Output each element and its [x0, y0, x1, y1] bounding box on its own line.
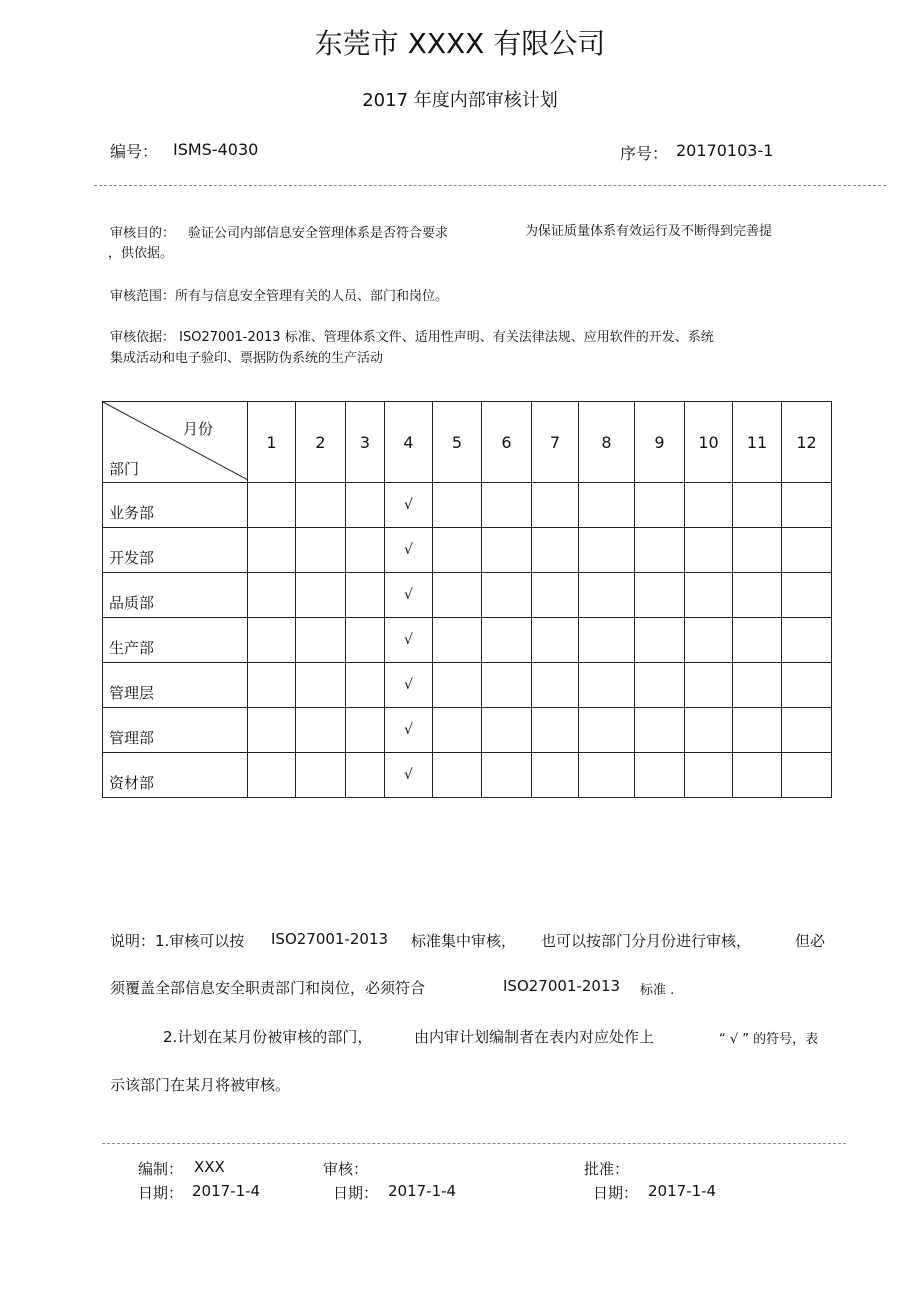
audit-mark-cell — [482, 483, 532, 528]
date-review: 2017-1-4 — [388, 1182, 457, 1200]
audit-mark-cell — [482, 573, 532, 618]
audit-mark-cell — [782, 753, 832, 798]
plan-title: 2017 年度内部审核计划 — [362, 90, 558, 111]
audit-mark-cell — [532, 618, 579, 663]
table-row — [103, 618, 832, 663]
prepared-value: XXX — [194, 1158, 225, 1176]
month-header: 2 — [296, 402, 346, 483]
audit-mark-cell: √ — [385, 618, 433, 663]
audit-mark-cell — [635, 528, 685, 573]
audit-mark-cell — [248, 573, 296, 618]
audit-mark-cell — [532, 483, 579, 528]
audit-mark-cell: √ — [385, 663, 433, 708]
dept-cell: 生产部 — [103, 618, 248, 663]
audit-mark-cell — [346, 528, 385, 573]
audit-mark-cell — [733, 708, 782, 753]
purpose-text-2: 为保证质量体系有效运行及不断得到完善提 — [525, 224, 773, 239]
month-header: 8 — [579, 402, 635, 483]
audit-mark-cell — [635, 483, 685, 528]
basis-line-1: 审核依据： ISO27001-2013 标准、管理体系文件、适用性声明、有关法律法规、应用软件的开发、系统 — [110, 330, 714, 345]
audit-mark-cell — [685, 528, 733, 573]
audit-mark-cell — [433, 483, 482, 528]
audit-mark-cell — [346, 708, 385, 753]
audit-mark-cell — [248, 708, 296, 753]
audit-mark-cell — [296, 528, 346, 573]
dept-header-label: 部门 — [109, 460, 140, 478]
table-row — [103, 753, 832, 798]
audit-mark-cell — [296, 708, 346, 753]
table-row — [103, 708, 832, 753]
audit-mark-cell — [579, 483, 635, 528]
approve-label: 批准： — [584, 1160, 630, 1178]
audit-mark-cell — [635, 573, 685, 618]
table-row — [103, 663, 832, 708]
audit-mark-cell — [532, 753, 579, 798]
audit-mark-cell — [346, 483, 385, 528]
audit-mark-cell — [733, 663, 782, 708]
date-label-approve: 日期： — [593, 1184, 639, 1202]
purpose-label: 审核目的： — [110, 226, 176, 241]
month-header: 5 — [433, 402, 482, 483]
audit-mark-cell — [532, 663, 579, 708]
note-2-b: 由内审计划编制者在表内对应处作上 — [414, 1028, 655, 1046]
audit-mark-cell — [685, 483, 733, 528]
audit-mark-cell — [532, 573, 579, 618]
table-row — [103, 528, 832, 573]
month-header: 6 — [482, 402, 532, 483]
purpose-text-3: ，供依据。 — [108, 246, 174, 261]
audit-mark-cell: √ — [385, 483, 433, 528]
note-1-a: 说明：1.审核可以按 — [110, 932, 245, 950]
date-approve: 2017-1-4 — [648, 1182, 717, 1200]
note-1-h: 标准 . — [640, 983, 675, 998]
dept-cell: 资材部 — [103, 753, 248, 798]
dept-cell: 管理部 — [103, 708, 248, 753]
audit-mark-cell — [248, 483, 296, 528]
purpose-text-1: 验证公司内部信息安全管理体系是否符合要求 — [188, 226, 449, 241]
month-header: 11 — [733, 402, 782, 483]
audit-mark-cell — [782, 483, 832, 528]
audit-schedule-table — [102, 401, 832, 798]
audit-mark-cell — [579, 573, 635, 618]
serial-label: 序号： — [620, 144, 669, 163]
serial-value: 20170103-1 — [676, 141, 774, 160]
schedule-body — [103, 483, 832, 798]
audit-mark-cell — [482, 753, 532, 798]
audit-mark-cell — [733, 483, 782, 528]
audit-mark-cell — [433, 663, 482, 708]
audit-mark-cell — [782, 708, 832, 753]
audit-mark-cell — [635, 663, 685, 708]
note-1-e: 但必 — [795, 932, 826, 950]
audit-mark-cell — [482, 663, 532, 708]
audit-mark-cell: √ — [385, 573, 433, 618]
dept-cell: 开发部 — [103, 528, 248, 573]
audit-mark-cell — [296, 618, 346, 663]
audit-mark-cell — [685, 708, 733, 753]
audit-mark-cell — [635, 753, 685, 798]
audit-mark-cell — [685, 753, 733, 798]
month-header: 3 — [346, 402, 385, 483]
audit-mark-cell — [482, 618, 532, 663]
basis-line-2: 集成活动和电子验印、票据防伪系统的生产活动 — [110, 351, 384, 366]
month-header-label: 月份 — [183, 420, 214, 438]
audit-mark-cell — [685, 573, 733, 618]
audit-mark-cell — [579, 753, 635, 798]
audit-mark-cell — [782, 618, 832, 663]
month-header: 10 — [685, 402, 733, 483]
date-label-review: 日期： — [333, 1184, 379, 1202]
audit-mark-cell — [733, 528, 782, 573]
audit-mark-cell — [433, 618, 482, 663]
corner-cell — [103, 402, 248, 483]
audit-mark-cell — [346, 618, 385, 663]
dept-cell: 业务部 — [103, 483, 248, 528]
audit-mark-cell — [579, 663, 635, 708]
audit-mark-cell — [579, 708, 635, 753]
audit-mark-cell — [635, 708, 685, 753]
audit-mark-cell — [248, 753, 296, 798]
note-2-d: 示该部门在某月将被审核。 — [110, 1076, 291, 1094]
month-header: 9 — [635, 402, 685, 483]
audit-mark-cell — [433, 708, 482, 753]
audit-mark-cell — [346, 663, 385, 708]
audit-mark-cell — [296, 663, 346, 708]
table-header-row — [103, 402, 832, 483]
prepared-label: 编制： — [138, 1160, 184, 1178]
audit-mark-cell: √ — [385, 753, 433, 798]
month-header: 7 — [532, 402, 579, 483]
code-label: 编号： — [110, 142, 159, 161]
audit-mark-cell — [635, 618, 685, 663]
code-value: ISMS-4030 — [173, 140, 259, 159]
audit-mark-cell — [433, 573, 482, 618]
audit-mark-cell — [482, 528, 532, 573]
dept-cell: 品质部 — [103, 573, 248, 618]
month-header: 12 — [782, 402, 832, 483]
audit-mark-cell — [685, 663, 733, 708]
audit-mark-cell — [782, 663, 832, 708]
audit-mark-cell — [532, 528, 579, 573]
audit-mark-cell — [296, 483, 346, 528]
audit-mark-cell — [433, 528, 482, 573]
company-title: 东莞市 XXXX 有限公司 — [314, 27, 606, 60]
dept-cell: 管理层 — [103, 663, 248, 708]
audit-mark-cell — [733, 573, 782, 618]
scope-line: 审核范围：所有与信息安全管理有关的人员、部门和岗位。 — [110, 289, 449, 304]
note-1-c: 标准集中审核， — [411, 932, 517, 950]
month-header: 1 — [248, 402, 296, 483]
audit-mark-cell — [733, 753, 782, 798]
audit-mark-cell — [532, 708, 579, 753]
note-2-a: 2.计划在某月份被审核的部门， — [163, 1028, 373, 1046]
audit-mark-cell — [782, 573, 832, 618]
table-row — [103, 573, 832, 618]
audit-mark-cell — [248, 618, 296, 663]
audit-mark-cell — [579, 528, 635, 573]
header-divider — [94, 185, 886, 186]
audit-mark-cell — [296, 753, 346, 798]
audit-mark-cell — [346, 753, 385, 798]
note-1-b: ISO27001-2013 — [271, 930, 389, 948]
audit-mark-cell — [733, 618, 782, 663]
audit-mark-cell — [579, 618, 635, 663]
month-header: 4 — [385, 402, 433, 483]
audit-mark-cell — [782, 528, 832, 573]
audit-mark-cell — [685, 618, 733, 663]
audit-mark-cell: √ — [385, 528, 433, 573]
note-2-c: “ √ ” 的符号，表 — [719, 1032, 819, 1047]
audit-mark-cell: √ — [385, 708, 433, 753]
audit-mark-cell — [248, 663, 296, 708]
date-prepared: 2017-1-4 — [192, 1182, 261, 1200]
date-label-prepared: 日期： — [138, 1184, 184, 1202]
table-row — [103, 483, 832, 528]
footer-divider — [102, 1143, 846, 1144]
review-label: 审核： — [323, 1160, 369, 1178]
note-1-g: ISO27001-2013 — [503, 977, 621, 995]
audit-mark-cell — [296, 573, 346, 618]
audit-mark-cell — [346, 573, 385, 618]
note-1-d: 也可以按部门分月份进行审核， — [541, 932, 752, 950]
note-1-f: 须覆盖全部信息安全职责部门和岗位，必须符合 — [110, 979, 426, 997]
audit-mark-cell — [248, 528, 296, 573]
audit-mark-cell — [433, 753, 482, 798]
audit-mark-cell — [482, 708, 532, 753]
